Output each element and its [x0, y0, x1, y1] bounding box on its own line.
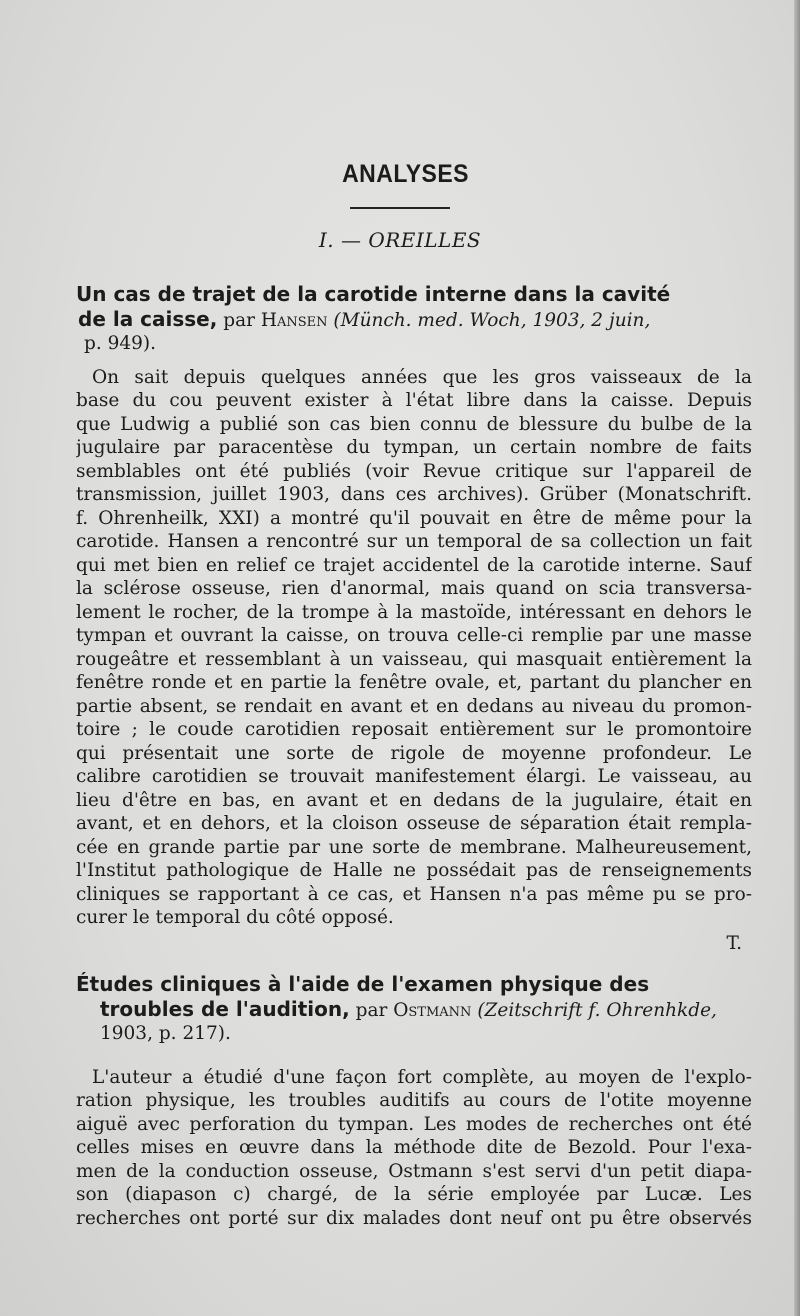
section-title: ANALYSES	[342, 160, 469, 188]
article1-author: Hansen	[260, 309, 328, 331]
text-line: qui présentait une sorte de rigole de moyenne profondeur. Le	[76, 742, 752, 764]
text-line: aiguë avec perforation du tympan. Les modes de recherches ont été	[76, 1113, 752, 1135]
article2-paragraph	[76, 1066, 752, 1231]
text-line: cée en grande partie par une sorte de membrane. Malheureusement,	[76, 836, 752, 858]
text-line: que Ludwig a publié son cas bien connu de blessure du bulbe de la	[76, 413, 752, 435]
article2-author: Ostmann	[393, 999, 472, 1021]
article1-heading	[76, 283, 752, 356]
text-line: l'Institut pathologique de Halle ne possédait pas de renseignements	[76, 860, 752, 881]
text-line: celles mises en œuvre dans la méthode dite de Bezold. Pour l'exa-	[76, 1137, 752, 1158]
text-line: rougeâtre et ressemblant à un vaisseau, qui masquait entièrement la	[76, 648, 752, 670]
article2-heading	[76, 973, 752, 1046]
text-line: transmission, juillet 1903, dans ces archives). Grüber (Monatschrift.	[76, 484, 752, 505]
text-line: toire ; le coude carotidien reposait entièrement sur le promontoire	[76, 719, 752, 740]
text-line: calibre carotidien se trouvait manifestement élargi. Le vaisseau, au	[76, 766, 752, 787]
article2-title-line1: Études cliniques à l'aide de l'examen physique des	[76, 972, 650, 996]
text-line: cliniques se rapportant à ce cas, et Hansen n'a pas même pu se pro-	[76, 883, 752, 905]
text-line: tympan et ouvrant la caisse, on trouva celle-ci remplie par une masse	[76, 625, 752, 646]
text-line: fenêtre ronde et en partie la fenêtre ovale, et, partant du plancher en	[76, 672, 752, 693]
text-line: men de la conduction osseuse, Ostmann s'est servi d'un petit diapa-	[76, 1160, 752, 1182]
article2-byline-par: par	[355, 999, 388, 1021]
text-line: lement le rocher, de la trompe à la mastoïde, intéressant en dehors le	[76, 601, 752, 623]
title-rule	[350, 207, 450, 209]
text-line: son (diapason c) chargé, de la série employée par Lucæ. Les	[76, 1184, 752, 1205]
text-line: curer le temporal du côté opposé.	[76, 907, 394, 928]
text-line: On sait depuis quelques années que les gros vaisseaux de la	[92, 366, 752, 388]
article2-source-end: 1903, p. 217).	[100, 1023, 231, 1044]
article1-title-line1: Un cas de trajet de la carotide interne dans la cavité	[76, 282, 671, 306]
text-line: carotide. Hansen a rencontré sur un temporal de sa collection un fait	[76, 531, 752, 552]
article1-byline-par: par	[223, 309, 255, 331]
text-line: qui met bien en relief ce trajet accidentel de la carotide interne. Sauf	[76, 554, 752, 576]
text-line: jugulaire par paracentèse du tympan, un certain nombre de faits	[76, 437, 752, 458]
article1-source: (Münch. med. Woch, 1903, 2 juin,	[333, 309, 651, 331]
text-line: lieu d'être en bas, en avant et en dedans de la jugulaire, était en	[76, 789, 752, 811]
text-line: f. Ohrenheilk, XXI) a montré qu'il pouvait en être de même pour la	[76, 507, 752, 529]
text-line: la sclérose osseuse, rien d'anormal, mais quand on scia transversa-	[76, 578, 752, 599]
subsection-title: I. — OREILLES	[318, 228, 482, 252]
text-line: ration physique, les troubles auditifs au cours de l'otite moyenne	[76, 1090, 752, 1111]
article2-source: (Zeitschrift f. Ohrenhkde,	[477, 999, 717, 1021]
text-line: avant, et en dehors, et la cloison osseuse de séparation était rempla-	[76, 813, 752, 834]
text-line: base du cou peuvent exister à l'état libre dans la caisse. Depuis	[76, 390, 752, 411]
text-line: recherches ont porté sur dix malades dont neuf ont pu être observés	[76, 1207, 752, 1229]
page-header	[0, 160, 800, 252]
article1-title-end: de la caisse,	[78, 306, 218, 331]
text-line: L'auteur a étudié d'une façon fort complète, au moyen de l'explo-	[92, 1066, 752, 1088]
text-line: partie absent, se rendait en avant et en dedans au niveau du promon-	[76, 695, 752, 717]
document-body	[76, 283, 752, 1230]
text-line: semblables ont été publiés (voir Revue critique sur l'appareil de	[76, 460, 752, 482]
article2-title-line2	[76, 998, 752, 1023]
article1-signature: T.	[726, 932, 742, 954]
article1-source-end: p. 949).	[84, 333, 157, 354]
article1-title-line2	[76, 308, 752, 333]
article1-paragraph	[76, 366, 752, 930]
article2-title-end: troubles de l'audition,	[100, 996, 350, 1021]
